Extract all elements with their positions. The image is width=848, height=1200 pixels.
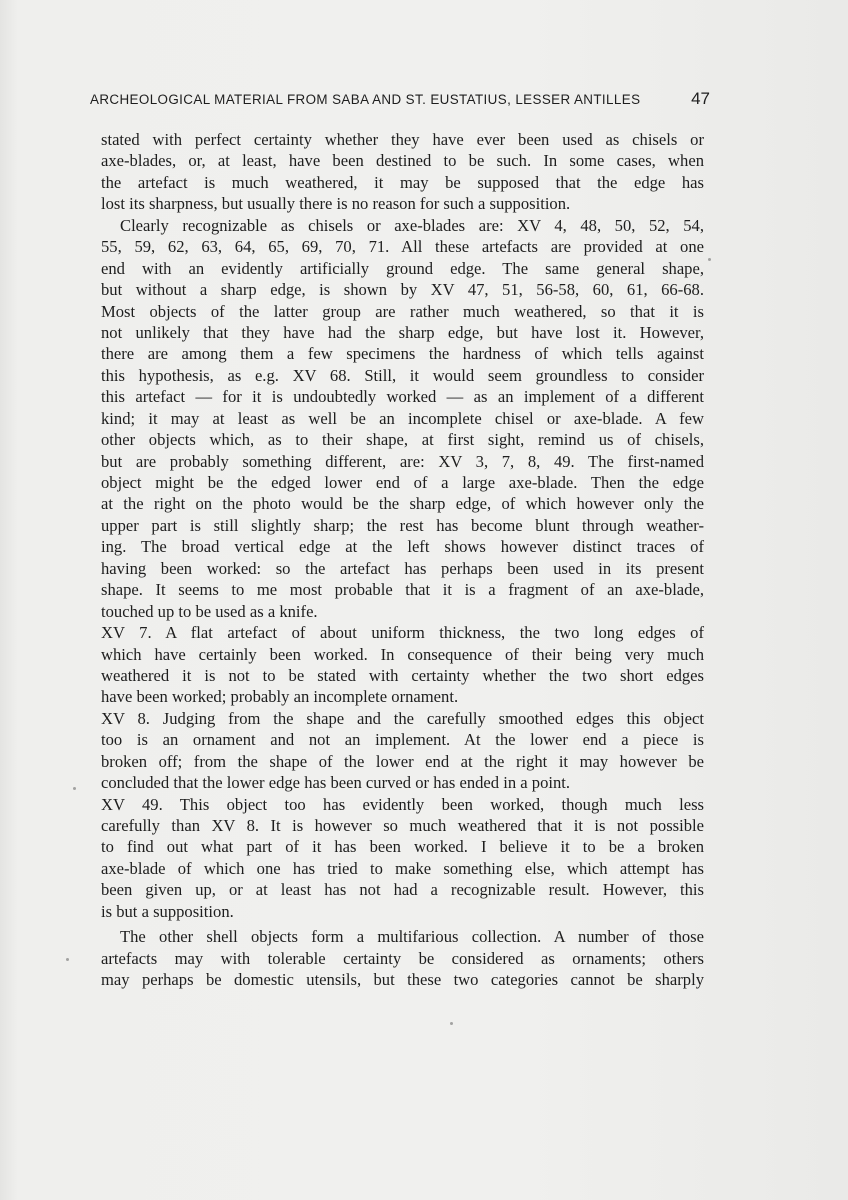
paper-speck <box>450 1022 453 1025</box>
text-line: ing. The broad vertical edge at the left shows however distinct traces of <box>101 537 704 557</box>
text-line: shape. It seems to me most probable that it is a fragment of an axe-blade, <box>101 580 704 600</box>
running-head <box>90 89 710 108</box>
text-line: axe-blades, or, at least, have been destined to be such. In some cases, when <box>101 151 704 171</box>
text-line: XV 7. A flat artefact of about uniform thickness, the two long edges of <box>101 623 704 643</box>
text-line: is but a supposition. <box>101 901 234 921</box>
text-line: artefacts may with tolerable certainty be considered as ornaments; others <box>101 948 704 968</box>
body-text <box>101 129 704 991</box>
text-line: not unlikely that they have had the sharp edge, but have lost it. However, <box>101 322 704 342</box>
text-line: the artefact is much weathered, it may be supposed that the edge has <box>101 172 704 192</box>
text-line: concluded that the lower edge has been curved or has ended in a point. <box>101 773 571 793</box>
text-line: at the right on the photo would be the sharp edge, of which however only the <box>101 494 704 514</box>
text-line: this hypothesis, as e.g. XV 68. Still, it would seem groundless to consider <box>101 365 704 385</box>
text-line: end with an evidently artificially ground edge. The same general shape, <box>101 258 704 278</box>
page-number: 47 <box>691 89 710 108</box>
text-line: which have certainly been worked. In consequence of their being very much <box>101 644 704 664</box>
paper-speck <box>708 258 711 261</box>
text-line: Most objects of the latter group are rather much weathered, so that it is <box>101 301 704 321</box>
text-line: but are probably something different, are: XV 3, 7, 8, 49. The first-named <box>101 451 704 471</box>
paper-speck <box>73 787 76 790</box>
text-line: lost its sharpness, but usually there is no reason for such a supposition. <box>101 194 571 214</box>
text-line: have been worked; probably an incomplete ornament. <box>101 687 459 707</box>
text-line: too is an ornament and not an implement. At the lower end a piece is <box>101 730 704 750</box>
text-line: The other shell objects form a multifarious collection. A number of those <box>120 927 704 947</box>
text-line: but without a sharp edge, is shown by XV 47, 51, 56-58, 60, 61, 66-68. <box>101 280 704 300</box>
text-line: may perhaps be domestic utensils, but these two categories cannot be sharply <box>101 970 704 990</box>
text-line: Clearly recognizable as chisels or axe-blades are: XV 4, 48, 50, 52, 54, <box>120 215 704 235</box>
text-line: upper part is still slightly sharp; the rest has become blunt through weather- <box>101 515 704 535</box>
text-line: weathered it is not to be stated with certainty whether the two short edges <box>101 665 704 685</box>
text-line: touched up to be used as a knife. <box>101 601 318 621</box>
text-line: stated with perfect certainty whether they have ever been used as chisels or <box>101 130 704 149</box>
paper-speck <box>66 958 69 961</box>
text-line: this artefact — for it is undoubtedly worked — as an implement of a different <box>101 387 704 407</box>
text-line: having been worked: so the artefact has perhaps been used in its present <box>101 558 704 578</box>
text-line: object might be the edged lower end of a large axe-blade. Then the edge <box>101 473 704 492</box>
text-line: other objects which, as to their shape, at first sight, remind us of chisels, <box>101 430 704 450</box>
text-line: kind; it may at least as well be an incomplete chisel or axe-blade. A few <box>101 408 704 428</box>
text-line: broken off; from the shape of the lower end at the right it may however be <box>101 751 704 771</box>
text-line: XV 8. Judging from the shape and the carefully smoothed edges this object <box>101 708 704 728</box>
text-line: to find out what part of it has been worked. I believe it to be a broken <box>101 837 704 857</box>
text-line: axe-blade of which one has tried to make something else, which attempt has <box>101 858 704 878</box>
text-line: carefully than XV 8. It is however so much weathered that it is not possible <box>101 816 704 835</box>
text-line: been given up, or at least has not had a recognizable result. However, this <box>101 880 704 900</box>
text-line: 55, 59, 62, 63, 64, 65, 69, 70, 71. All these artefacts are provided at one <box>101 237 704 257</box>
running-head-title: ARCHEOLOGICAL MATERIAL FROM SABA AND ST. EUSTATIUS, LESSER ANTILLES <box>90 92 641 107</box>
text-line: XV 49. This object too has evidently been worked, though much less <box>101 794 704 814</box>
text-line: there are among them a few specimens the hardness of which tells against <box>101 344 704 364</box>
